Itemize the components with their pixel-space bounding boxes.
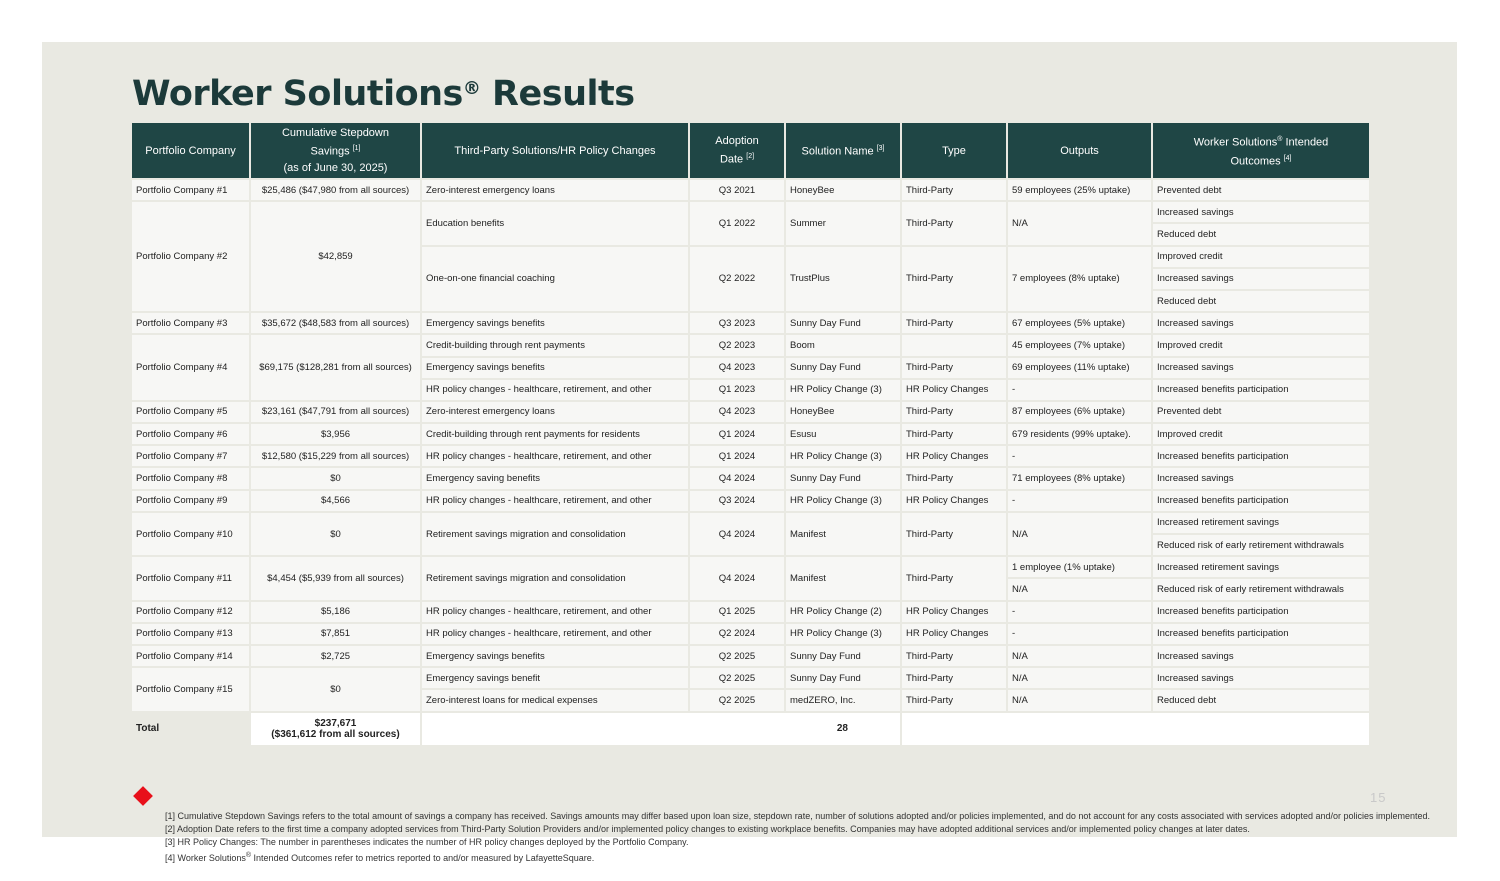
solution-cell: Zero-interest emergency loans xyxy=(421,179,689,201)
table-row xyxy=(131,312,1370,334)
name-cell: HoneyBee xyxy=(785,179,901,201)
name-cell: HR Policy Change (3) xyxy=(785,445,901,467)
header-type: Type xyxy=(901,122,1007,179)
output-cell: 679 residents (99% uptake). xyxy=(1007,423,1152,445)
output-cell: 7 employees (8% uptake) xyxy=(1007,246,1152,313)
table-row xyxy=(131,445,1370,467)
header-outputs: Outputs xyxy=(1007,122,1152,179)
name-cell: Sunny Day Fund xyxy=(785,467,901,489)
type-cell: Third-Party xyxy=(901,357,1007,379)
savings-cell: $0 xyxy=(250,467,421,489)
type-cell: Third-Party xyxy=(901,246,1007,313)
outcome-cell: Improved credit xyxy=(1152,334,1370,356)
date-cell: Q2 2024 xyxy=(689,623,785,645)
company-cell: Portfolio Company #11 xyxy=(131,556,250,600)
solution-cell: HR policy changes - healthcare, retirement, and other xyxy=(421,601,689,623)
outcome-cell: Increased savings xyxy=(1152,312,1370,334)
date-cell: Q2 2023 xyxy=(689,334,785,356)
date-cell: Q4 2024 xyxy=(689,556,785,600)
outcome-cell: Increased savings xyxy=(1152,645,1370,667)
savings-cell: $25,486 ($47,980 from all sources) xyxy=(250,179,421,201)
company-cell: Portfolio Company #5 xyxy=(131,401,250,423)
date-cell: Q4 2024 xyxy=(689,512,785,556)
output-cell: N/A xyxy=(1007,578,1152,600)
footnote-1: [1] Cumulative Stepdown Savings refers to the total amount of savings a company has received. Savings amounts may differ based upon loan size, stepdown rate, number of solutions adopted and/or policies implemented, and do not account for any costs associated with services adopted and/or policies implemented. xyxy=(165,811,1431,821)
output-cell: 45 employees (7% uptake) xyxy=(1007,334,1152,356)
outcome-cell: Reduced debt xyxy=(1152,689,1370,711)
savings-cell: $7,851 xyxy=(250,623,421,645)
table-row xyxy=(131,623,1370,645)
page-number: 15 xyxy=(1370,790,1387,805)
header-intended-outcomes: Worker Solutions® Intended Outcomes [4] xyxy=(1152,122,1370,179)
company-cell: Portfolio Company #4 xyxy=(131,334,250,401)
solution-cell: Emergency savings benefits xyxy=(421,645,689,667)
solution-cell: Education benefits xyxy=(421,201,689,245)
date-cell: Q1 2023 xyxy=(689,379,785,401)
output-cell: N/A xyxy=(1007,667,1152,689)
header-solution-name: Solution Name [3] xyxy=(785,122,901,179)
date-cell: Q4 2024 xyxy=(689,467,785,489)
type-cell: Third-Party xyxy=(901,467,1007,489)
table-row xyxy=(131,467,1370,489)
total-empty-cell xyxy=(901,712,1370,746)
solution-cell: One-on-one financial coaching xyxy=(421,246,689,313)
name-cell: Summer xyxy=(785,201,901,245)
savings-cell: $35,672 ($48,583 from all sources) xyxy=(250,312,421,334)
type-cell: HR Policy Changes xyxy=(901,601,1007,623)
table-row xyxy=(131,179,1370,201)
table-row xyxy=(131,512,1370,534)
solution-cell: Zero-interest loans for medical expenses xyxy=(421,689,689,711)
savings-cell: $5,186 xyxy=(250,601,421,623)
savings-cell: $12,580 ($15,229 from all sources) xyxy=(250,445,421,467)
outcome-cell: Increased savings xyxy=(1152,357,1370,379)
footnote-2: [2] Adoption Date refers to the first time a company adopted services from Third-Party Solution Providers and/or implemented policy changes to existing workplace benefits. Companies may have adopted additional services and/or implemented policy changes at later dates. xyxy=(165,824,1250,834)
table-header-row xyxy=(131,122,1370,179)
type-cell: Third-Party xyxy=(901,312,1007,334)
outcome-cell: Reduced debt xyxy=(1152,223,1370,245)
date-cell: Q1 2025 xyxy=(689,601,785,623)
solution-cell: Emergency savings benefits xyxy=(421,357,689,379)
output-cell: - xyxy=(1007,490,1152,512)
header-adoption-date: Adoption Date [2] xyxy=(689,122,785,179)
solution-cell: Retirement savings migration and consolidation xyxy=(421,512,689,556)
solution-cell: Credit-building through rent payments xyxy=(421,334,689,356)
type-cell: HR Policy Changes xyxy=(901,445,1007,467)
company-cell: Portfolio Company #3 xyxy=(131,312,250,334)
outcome-cell: Reduced debt xyxy=(1152,290,1370,312)
savings-cell: $2,725 xyxy=(250,645,421,667)
output-cell: 71 employees (8% uptake) xyxy=(1007,467,1152,489)
outcome-cell: Increased benefits participation xyxy=(1152,490,1370,512)
company-cell: Portfolio Company #13 xyxy=(131,623,250,645)
type-cell: Third-Party xyxy=(901,667,1007,689)
outcome-cell: Increased savings xyxy=(1152,201,1370,223)
solution-cell: Credit-building through rent payments for residents xyxy=(421,423,689,445)
header-portfolio-company: Portfolio Company xyxy=(131,122,250,179)
name-cell: Boom xyxy=(785,334,901,356)
name-cell: Manifest xyxy=(785,512,901,556)
type-cell xyxy=(901,334,1007,356)
savings-cell: $69,175 ($128,281 from all sources) xyxy=(250,334,421,401)
date-cell: Q3 2024 xyxy=(689,490,785,512)
name-cell: TrustPlus xyxy=(785,246,901,313)
name-cell: Sunny Day Fund xyxy=(785,645,901,667)
date-cell: Q2 2025 xyxy=(689,645,785,667)
company-cell: Portfolio Company #8 xyxy=(131,467,250,489)
type-cell: Third-Party xyxy=(901,512,1007,556)
date-cell: Q3 2021 xyxy=(689,179,785,201)
output-cell: 69 employees (11% uptake) xyxy=(1007,357,1152,379)
total-label: Total xyxy=(131,712,250,746)
outcome-cell: Increased benefits participation xyxy=(1152,379,1370,401)
name-cell: HoneyBee xyxy=(785,401,901,423)
outcome-cell: Increased benefits participation xyxy=(1152,601,1370,623)
output-cell: - xyxy=(1007,601,1152,623)
name-cell: Esusu xyxy=(785,423,901,445)
registered-mark: ® xyxy=(462,78,481,99)
page-title: Worker Solutions® Results xyxy=(132,74,635,114)
type-cell: HR Policy Changes xyxy=(901,379,1007,401)
outcome-cell: Reduced risk of early retirement withdrawals xyxy=(1152,534,1370,556)
type-cell: Third-Party xyxy=(901,689,1007,711)
savings-cell: $4,454 ($5,939 from all sources) xyxy=(250,556,421,600)
solution-cell: HR policy changes - healthcare, retirement, and other xyxy=(421,379,689,401)
outcome-cell: Improved credit xyxy=(1152,423,1370,445)
date-cell: Q3 2023 xyxy=(689,312,785,334)
date-cell: Q1 2024 xyxy=(689,445,785,467)
date-cell: Q2 2022 xyxy=(689,246,785,313)
table-row xyxy=(131,490,1370,512)
savings-cell: $42,859 xyxy=(250,201,421,312)
type-cell: Third-Party xyxy=(901,423,1007,445)
date-cell: Q1 2024 xyxy=(689,423,785,445)
output-cell: - xyxy=(1007,379,1152,401)
solution-cell: Zero-interest emergency loans xyxy=(421,401,689,423)
output-cell: 67 employees (5% uptake) xyxy=(1007,312,1152,334)
output-cell: N/A xyxy=(1007,201,1152,245)
output-cell: N/A xyxy=(1007,512,1152,556)
total-savings: $237,671 ($361,612 from all sources) xyxy=(250,712,421,746)
solution-cell: Retirement savings migration and consolidation xyxy=(421,556,689,600)
name-cell: medZERO, Inc. xyxy=(785,689,901,711)
outcome-cell: Increased retirement savings xyxy=(1152,556,1370,578)
name-cell: Manifest xyxy=(785,556,901,600)
output-cell: N/A xyxy=(1007,689,1152,711)
solution-cell: Emergency savings benefits xyxy=(421,312,689,334)
footnote-4: [4] Worker Solutions® Intended Outcomes refer to metrics reported to and/or measured by LafayetteSquare. xyxy=(165,852,595,863)
name-cell: Sunny Day Fund xyxy=(785,667,901,689)
type-cell: Third-Party xyxy=(901,201,1007,245)
solution-cell: HR policy changes - healthcare, retirement, and other xyxy=(421,623,689,645)
type-cell: HR Policy Changes xyxy=(901,623,1007,645)
outcome-cell: Prevented debt xyxy=(1152,401,1370,423)
outcome-cell: Increased savings xyxy=(1152,667,1370,689)
output-cell: N/A xyxy=(1007,645,1152,667)
output-cell: - xyxy=(1007,623,1152,645)
date-cell: Q2 2025 xyxy=(689,667,785,689)
name-cell: HR Policy Change (3) xyxy=(785,623,901,645)
table-row xyxy=(131,334,1370,356)
company-cell: Portfolio Company #14 xyxy=(131,645,250,667)
date-cell: Q2 2025 xyxy=(689,689,785,711)
company-cell: Portfolio Company #7 xyxy=(131,445,250,467)
table-row xyxy=(131,556,1370,578)
savings-cell: $4,566 xyxy=(250,490,421,512)
output-cell: 59 employees (25% uptake) xyxy=(1007,179,1152,201)
output-cell: 1 employee (1% uptake) xyxy=(1007,556,1152,578)
name-cell: HR Policy Change (3) xyxy=(785,379,901,401)
company-cell: Portfolio Company #2 xyxy=(131,201,250,312)
type-cell: Third-Party xyxy=(901,645,1007,667)
table-row xyxy=(131,645,1370,667)
date-cell: Q4 2023 xyxy=(689,357,785,379)
company-cell: Portfolio Company #12 xyxy=(131,601,250,623)
name-cell: HR Policy Change (3) xyxy=(785,490,901,512)
table-row xyxy=(131,401,1370,423)
outcome-cell: Increased retirement savings xyxy=(1152,512,1370,534)
solution-cell: Emergency saving benefits xyxy=(421,467,689,489)
company-cell: Portfolio Company #9 xyxy=(131,490,250,512)
type-cell: Third-Party xyxy=(901,556,1007,600)
name-cell: Sunny Day Fund xyxy=(785,312,901,334)
total-row xyxy=(131,712,1370,746)
table-row xyxy=(131,201,1370,223)
footnotes xyxy=(165,810,1445,865)
name-cell: HR Policy Change (2) xyxy=(785,601,901,623)
outcome-cell: Improved credit xyxy=(1152,246,1370,268)
company-cell: Portfolio Company #15 xyxy=(131,667,250,711)
name-cell: Sunny Day Fund xyxy=(785,357,901,379)
solution-cell: Emergency savings benefit xyxy=(421,667,689,689)
header-solutions: Third-Party Solutions/HR Policy Changes xyxy=(421,122,689,179)
savings-cell: $3,956 xyxy=(250,423,421,445)
type-cell: Third-Party xyxy=(901,179,1007,201)
savings-cell: $0 xyxy=(250,667,421,711)
table-row xyxy=(131,667,1370,689)
savings-cell: $23,161 ($47,791 from all sources) xyxy=(250,401,421,423)
results-table xyxy=(130,121,1371,747)
outcome-cell: Prevented debt xyxy=(1152,179,1370,201)
outcome-cell: Increased savings xyxy=(1152,467,1370,489)
date-cell: Q4 2023 xyxy=(689,401,785,423)
solution-cell: HR policy changes - healthcare, retirement, and other xyxy=(421,445,689,467)
table-row xyxy=(131,601,1370,623)
output-cell: 87 employees (6% uptake) xyxy=(1007,401,1152,423)
output-cell: - xyxy=(1007,445,1152,467)
company-cell: Portfolio Company #10 xyxy=(131,512,250,556)
outcome-cell: Increased benefits participation xyxy=(1152,623,1370,645)
company-cell: Portfolio Company #6 xyxy=(131,423,250,445)
solution-cell: HR policy changes - healthcare, retirement, and other xyxy=(421,490,689,512)
company-cell: Portfolio Company #1 xyxy=(131,179,250,201)
outcome-cell: Reduced risk of early retirement withdrawals xyxy=(1152,578,1370,600)
type-cell: HR Policy Changes xyxy=(901,490,1007,512)
outcome-cell: Increased benefits participation xyxy=(1152,445,1370,467)
total-solutions-count: 28 xyxy=(421,712,901,746)
table-row xyxy=(131,423,1370,445)
header-cumulative-savings: Cumulative Stepdown Savings [1] (as of June 30, 2025) xyxy=(250,122,421,179)
outcome-cell: Increased savings xyxy=(1152,268,1370,290)
date-cell: Q1 2022 xyxy=(689,201,785,245)
footnote-3: [3] HR Policy Changes: The number in parentheses indicates the number of HR policy changes deployed by the Portfolio Company. xyxy=(165,837,689,847)
type-cell: Third-Party xyxy=(901,401,1007,423)
savings-cell: $0 xyxy=(250,512,421,556)
